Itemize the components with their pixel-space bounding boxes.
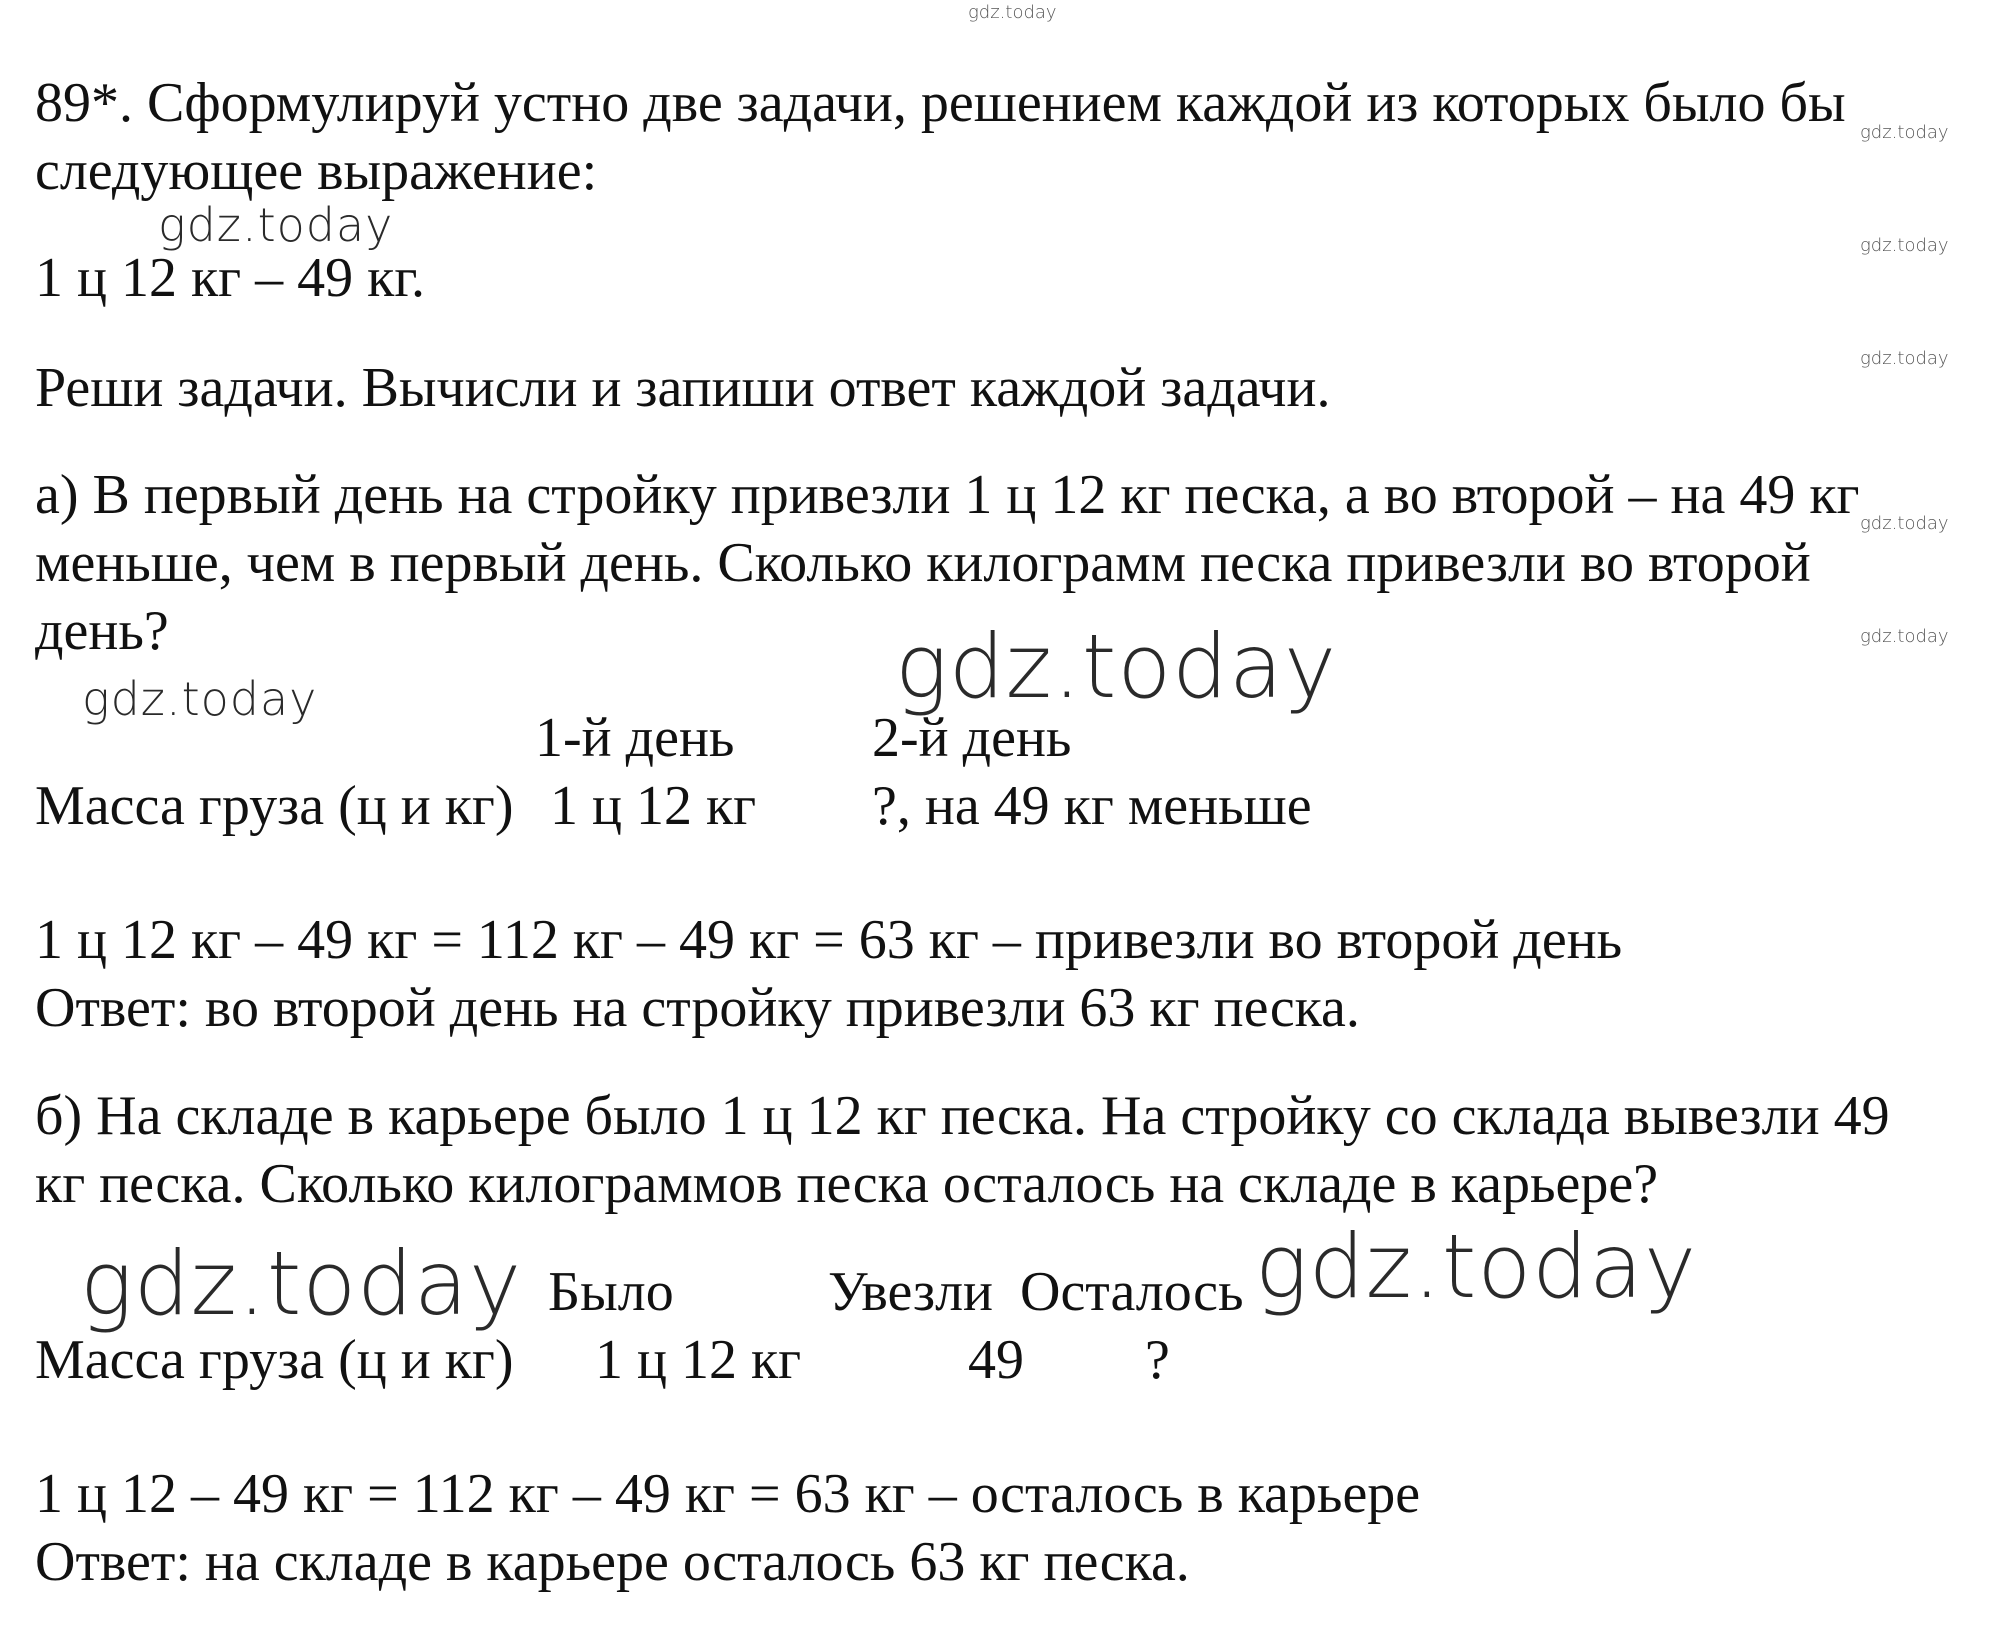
watermark-big-3: gdz.today [1255,1215,1698,1318]
part-a-line-2: меньше, чем в первый день. Сколько килограмм песка привезли во второй [35,532,1811,594]
watermark-right-3: gdz.today [1860,348,1949,369]
part-a-row-label: Масса груза (ц и кг) [35,775,514,837]
part-b-col1-value: 1 ц 12 кг [595,1329,802,1391]
watermark-right-1: gdz.today [1860,122,1949,143]
part-b-col2-value: 49 [968,1329,1024,1391]
watermark-right-4: gdz.today [1860,513,1949,534]
part-b-answer: Ответ: на складе в карьере осталось 63 кг песка. [35,1531,1190,1593]
part-b-col2-header: Увезли [828,1261,994,1323]
part-b-col3-header: Осталось [1020,1261,1244,1323]
task-expression: 1 ц 12 кг – 49 кг. [35,247,426,309]
task-title: 89*. Сформулируй устно две задачи, решением каждой из которых было бы [35,72,1846,134]
part-a-col1-value: 1 ц 12 кг [550,775,757,837]
part-a-solution: 1 ц 12 кг – 49 кг = 112 кг – 49 кг = 63 кг – привезли во второй день [35,909,1623,971]
part-a-col1-header: 1-й день [535,707,735,769]
part-b-line-1: б) На складе в карьере было 1 ц 12 кг песка. На стройку со склада вывезли 49 [35,1085,1890,1147]
watermark-big-2: gdz.today [80,1232,523,1335]
part-a-answer: Ответ: во второй день на стройку привезли 63 кг песка. [35,977,1360,1039]
task-title-cont: следующее выражение: [35,140,598,202]
part-a-line-3: день? [35,600,169,662]
watermark-top: gdz.today [968,2,1057,23]
part-a-line-1: а) В первый день на стройку привезли 1 ц 12 кг песка, а во второй – на 49 кг [35,464,1860,526]
part-b-col3-value: ? [1145,1329,1170,1391]
part-b-col1-header: Было [548,1261,674,1323]
part-b-row-label: Масса груза (ц и кг) [35,1329,514,1391]
watermark-big-1: gdz.today [895,615,1338,718]
watermark-mid-1: gdz.today [158,198,394,252]
part-b-solution: 1 ц 12 – 49 кг = 112 кг – 49 кг = 63 кг – осталось в карьере [35,1463,1421,1525]
watermark-right-2: gdz.today [1860,235,1949,256]
part-b-line-2: кг песка. Сколько килограммов песка осталось на складе в карьере? [35,1153,1659,1215]
watermark-mid-2: gdz.today [82,672,318,726]
watermark-right-5: gdz.today [1860,626,1949,647]
part-a-col2-header: 2-й день [872,707,1072,769]
task-instruction: Реши задачи. Вычисли и запиши ответ каждой задачи. [35,357,1331,419]
part-a-col2-value: ?, на 49 кг меньше [872,775,1312,837]
